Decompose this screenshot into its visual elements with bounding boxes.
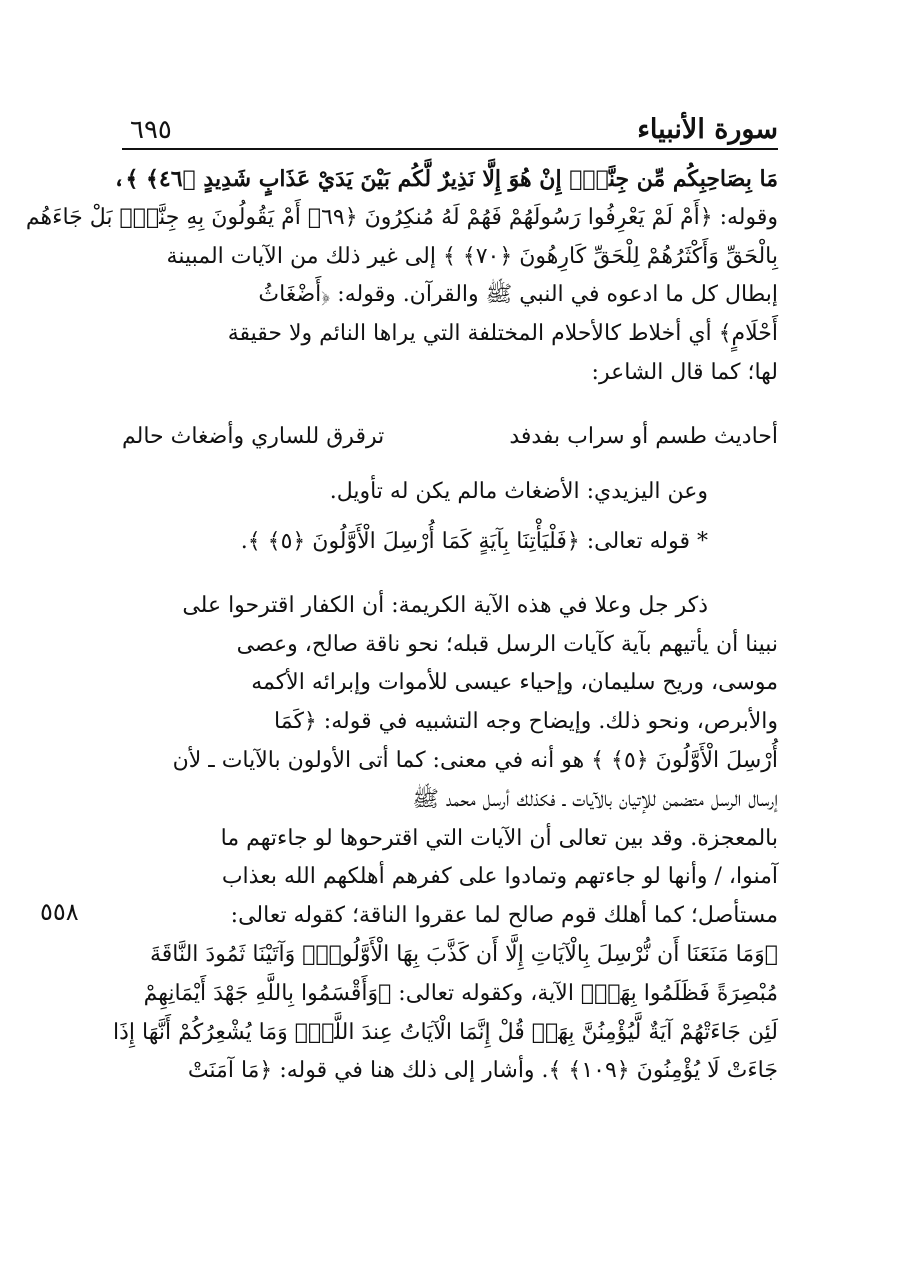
text-line: مستأصل؛ كما أهلك قوم صالح لما عقروا الناقة؛ كقوله تعالى: xyxy=(230,903,778,929)
text-line: لَئِن جَاءَتْهُمْ آيَةٌ لَّيُؤْمِنُنَّ بِهَاۚ قُلْ إِنَّمَا الْآيَاتُ عِندَ اللَّهِۖ وَمَا يُشْعِرُكُمْ أَنَّهَا إِذَا xyxy=(112,1019,778,1045)
text-line: إبطال كل ما ادعوه في النبي ﷺ والقرآن. وقوله: ﴿أَضْغَاثُ xyxy=(258,282,778,308)
text-line: نبينا أن يأتيهم بآية كآيات الرسل قبله؛ نحو ناقة صالح، وعصى xyxy=(236,631,778,657)
verse-heading: * قوله تعالى: ﴿فَلْيَأْتِنَا بِآيَةٍ كَمَا أُرْسِلَ الْأَوَّلُونَ ﴿٥﴾ ﴾. xyxy=(240,528,708,554)
text-line: إرسال الرسل متضمن للإتيان بالآيات ـ فكذلك أرسل محمد ﷺ xyxy=(412,786,778,812)
text-line: موسى، وريح سليمان، وإحياء عيسى للأموات وإبرائه الأكمه xyxy=(251,670,778,696)
text-line: بِالْحَقِّ وَأَكْثَرُهُمْ لِلْحَقِّ كَارِهُونَ ﴿٧٠﴾ ﴾ إلى غير ذلك من الآيات المبينة xyxy=(166,243,778,269)
text-line: بالمعجزة. وقد بين تعالى أن الآيات التي اقترحوها لو جاءتهم ما xyxy=(220,825,778,851)
spacer xyxy=(122,567,778,587)
text-line: جَاءَتْ لَا يُؤْمِنُونَ ﴿١٠٩﴾ ﴾. وأشار إلى ذلك هنا في قوله: ﴿مَا آمَنَتْ xyxy=(187,1058,778,1084)
poem-hemistich-second: ترقرق للساري وأضغاث حالم xyxy=(122,423,385,449)
text-line: لها؛ كما قال الشاعر: xyxy=(591,359,778,385)
text-line: وعن اليزيدي: الأضغاث مالم يكن له تأويل. xyxy=(329,478,708,504)
spacer xyxy=(122,393,778,407)
page-number: ٦٩٥ xyxy=(130,115,172,145)
text-line: أُرْسِلَ الْأَوَّلُونَ ﴿٥﴾ ﴾ هو أنه في معنى: كما أتى الأولون بالآيات ـ لأن xyxy=(172,747,778,773)
poem-hemistich-first: أحاديث طسم أو سراب بفدفد xyxy=(509,423,778,449)
margin-page-number: ٥٥٨ xyxy=(40,898,79,926)
text-line: مُبْصِرَةً فَظَلَمُوا بِهَاۚ﴾ الآية، وكقوله تعالى: ﴿وَأَقْسَمُوا بِاللَّهِ جَهْدَ أَيْمَانِهِمْ xyxy=(143,980,778,1006)
text-line: أَحْلَامٍ﴾ أي أخلاط كالأحلام المختلفة التي يراها النائم ولا حقيقة xyxy=(227,321,778,347)
surah-title: سورة الأنبياء xyxy=(637,114,778,145)
poem-verse xyxy=(122,407,778,467)
text-line: والأبرص، ونحو ذلك. وإيضاح وجه التشبيه في قوله: ﴿كَمَا xyxy=(274,709,778,735)
text-line: وقوله: ﴿أَمْ لَمْ يَعْرِفُوا رَسُولَهُمْ فَهُمْ لَهُ مُنكِرُونَ ﴿٦٩﴾ أَمْ يَقُولُونَ بِهِ جِنَّةٌۚ بَلْ جَاءَهُم xyxy=(25,204,778,230)
text-line: ﴿وَمَا مَنَعَنَا أَن نُّرْسِلَ بِالْآيَاتِ إِلَّا أَن كَذَّبَ بِهَا الْأَوَّلُونَۚ وَآتَيْنَا ثَمُودَ النَّاقَةَ xyxy=(149,941,778,967)
text-line: آمنوا، / وأنها لو جاءتهم وتمادوا على كفرهم أهلكهم الله بعذاب xyxy=(221,864,778,890)
page-header xyxy=(122,112,778,150)
text-line: ذكر جل وعلا في هذه الآية الكريمة: أن الكفار اقترحوا على xyxy=(182,592,708,618)
text-line: مَا بِصَاحِبِكُم مِّن جِنَّةٍۚ إِنْ هُوَ إِلَّا نَذِيرٌ لَّكُم بَيْنَ يَدَيْ عَذَابٍ شَدِيدٍ ﴿٤٦﴾ ﴾، xyxy=(112,166,778,192)
